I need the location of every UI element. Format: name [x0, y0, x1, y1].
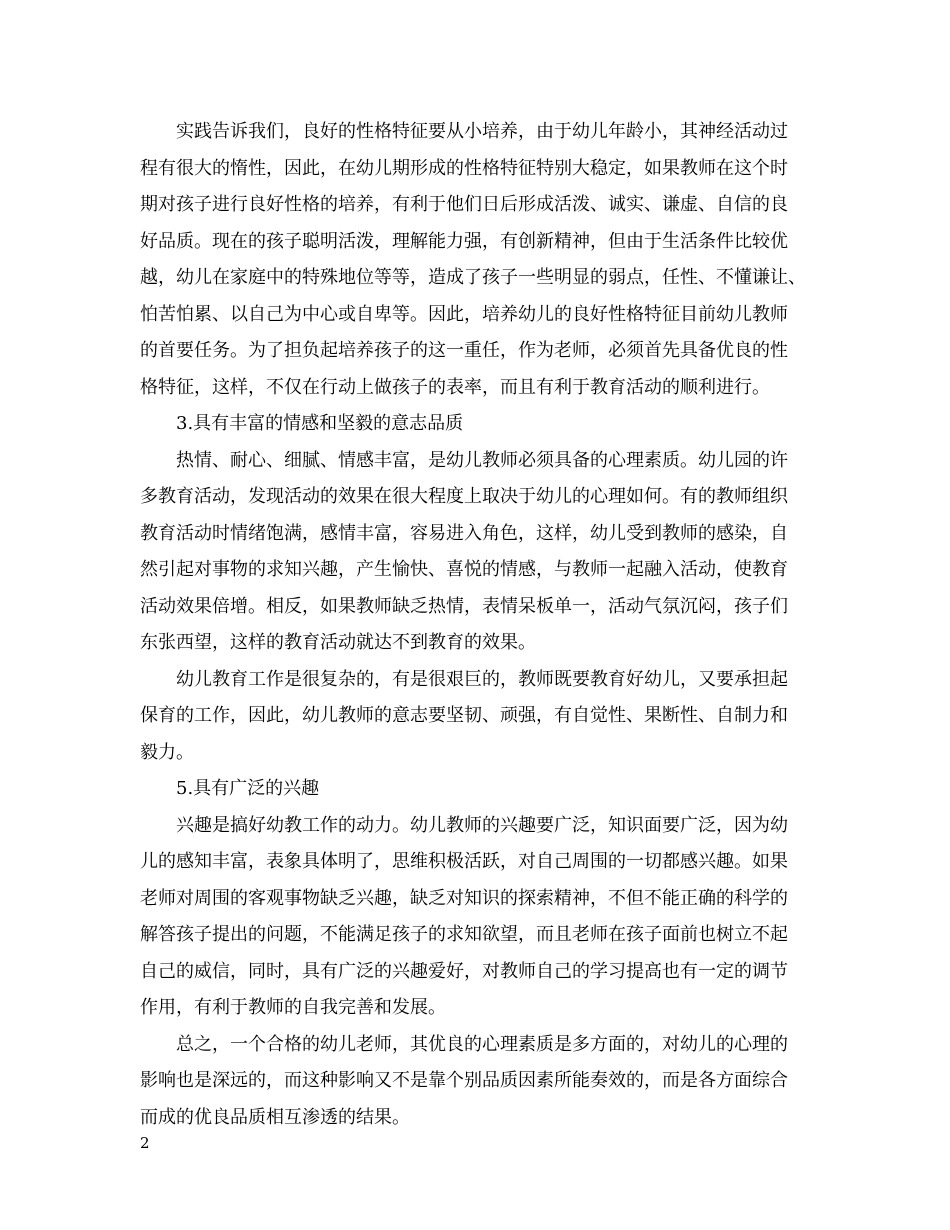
text-line: 格特征，这样，不仅在行动上做孩子的表率，而且有利于教育活动的顺利进行。	[140, 376, 770, 398]
text-line: 的首要任务。为了担负起培养孩子的这一重任，作为老师，必须首先具备优良的性	[140, 340, 788, 361]
text-line: 总之，一个合格的幼儿老师，其优良的心理素质是多方面的，对幼儿的心理的	[176, 1033, 788, 1055]
text-line: 兴趣是搞好幼教工作的动力。幼儿教师的兴趣要广泛，知识面要广泛，因为幼	[176, 814, 788, 836]
text-line: 儿的感知丰富，表象具体明了，思维积极活跃，对自己周围的一切都感兴趣。如果	[140, 851, 788, 872]
text-line: 3.具有丰富的情感和坚毅的意志品质	[176, 413, 464, 434]
text-line: 自己的威信，同时，具有广泛的兴趣爱好，对教师自己的学习提高也有一定的调节	[140, 960, 788, 982]
text-line: 作用，有利于教师的自我完善和发展。	[140, 997, 446, 1018]
text-line: 期对孩子进行良好性格的培养，有利于他们日后形成活泼、诚实、谦虚、自信的良	[140, 194, 788, 215]
text-line: 热情、耐心、细腻、情感丰富，是幼儿教师必须具备的心理素质。幼儿园的许	[176, 449, 788, 471]
text-line: 而成的优良品质相互渗透的结果。	[140, 1106, 410, 1128]
text-line: 解答孩子提出的问题，不能满足孩子的求知欲望，而且老师在孩子面前也树立不起	[140, 924, 788, 945]
document-body	[140, 117, 812, 1139]
text-line: 东张西望，这样的教育活动就达不到教育的效果。	[140, 632, 536, 653]
text-line: 然引起对事物的求知兴趣，产生愉快、喜悦的情感，与教师一起融入活动，使教育	[140, 559, 788, 580]
text-line: 幼儿教育工作是很复杂的，有是很艰巨的，教师既要教育好幼儿，又要承担起	[176, 668, 788, 690]
text-line: 毅力。	[140, 741, 194, 763]
text-line: 影响也是深远的，而这种影响又不是靠个别品质因素所能奏效的，而是各方面综合	[140, 1070, 788, 1091]
text-line: 多教育活动，发现活动的效果在很大程度上取决于幼儿的心理如何。有的教师组织	[140, 486, 788, 507]
text-line: 程有很大的惰性，因此，在幼儿期形成的性格特征特别大稳定，如果教师在这个时	[140, 157, 788, 179]
text-line: 教育活动时情绪饱满，感情丰富，容易进入角色，这样，幼儿受到教师的感染，自	[140, 522, 788, 544]
text-line: 活动效果倍增。相反，如果教师缺乏热情，表情呆板单一，活动气氛沉闷，孩子们	[140, 595, 788, 617]
text-line: 5.具有广泛的兴趣	[176, 778, 320, 799]
text-line: 越，幼儿在家庭中的特殊地位等等，造成了孩子一些明显的弱点，任性、不懂谦让、	[140, 267, 806, 288]
text-line: 老师对周围的客观事物缺乏兴趣，缺乏对知识的探索精神，不但不能正确的科学的	[140, 887, 788, 909]
text-line: 保育的工作，因此，幼儿教师的意志要坚韧、顽强，有自觉性、果断性、自制力和	[140, 705, 788, 726]
text-line: 好品质。现在的孩子聪明活泼，理解能力强，有创新精神，但由于生活条件比较优	[140, 230, 788, 252]
text-line: 实践告诉我们，良好的性格特征要从小培养，由于幼儿年龄小，其神经活动过	[176, 121, 788, 142]
page-number: 2	[140, 1134, 150, 1152]
text-line: 怕苦怕累、以自己为中心或自卑等。因此，培养幼儿的良好性格特征目前幼儿教师	[140, 303, 788, 325]
